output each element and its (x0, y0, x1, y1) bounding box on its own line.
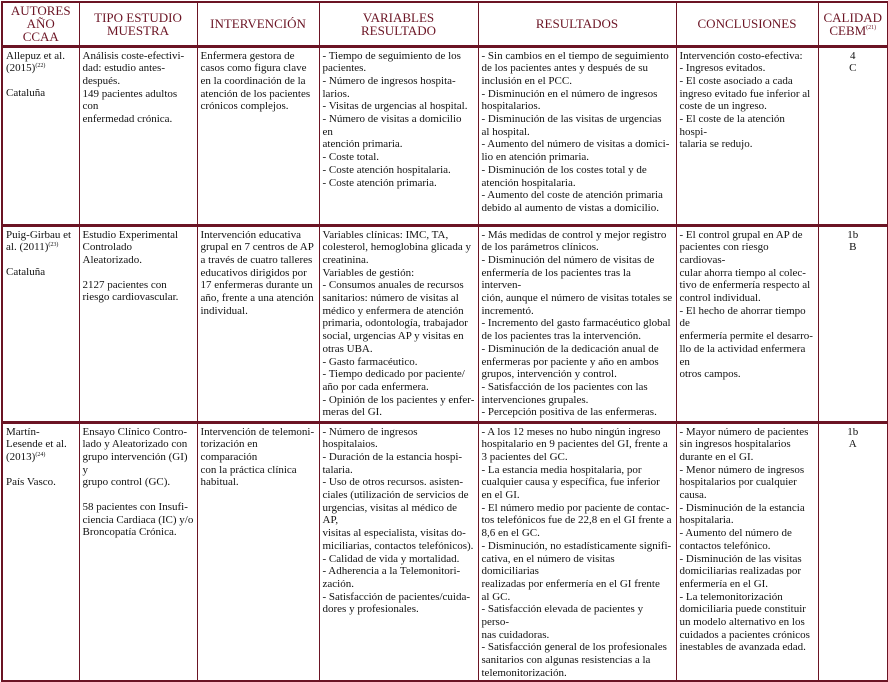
author: Martín- Lesende et al. (2013) (6, 425, 67, 463)
header-autores: AUTORES AÑO CCAA (2, 2, 79, 46)
header-resultados: RESULTADOS (478, 2, 676, 46)
tipo: Ensayo Clínico Contro- lado y Aleatorizado con grupo intervención (GI) y grupo control (GC). (82, 425, 188, 489)
header-tipo-estudio: TIPO ESTUDIO MUESTRA (79, 2, 197, 46)
cell-variables: Variables clínicas: IMC, TA, colesterol, hemoglobina glicada y creatinina. Variables de gestión: - Consumos anuales de recursos sanitarios: número de visitas al médico y enfermera de atención primaria, odontología, trabajador social, urgencias AP y visitas en otras UBA. - Gasto farmacéutico. - Tiempo dedicado por paciente/ año por cada enfermera. - Opinión de los pacientes y enfer- meras del GI. (319, 225, 478, 422)
cell-conclusiones: - Mayor número de pacientes sin ingresos hospitalarios durante en el GI. - Menor número de ingresos hospitalarios por cualquier causa. - Disminución de la estancia hospitalaria. - Aumento del número de contactos telefónico. - Disminución de las visitas domiciliarias realizadas por enfermería en el GI. - La telemonitorización domiciliaria puede constituir un modelo alternativo en los cuidados a pacientes crónicos inestables de avanzada edad. (676, 422, 818, 681)
author-ref: (24) (35, 451, 46, 458)
cell-autores (2, 225, 79, 422)
cell-calidad: 4 C (818, 46, 888, 225)
author-ref: (22) (35, 63, 46, 70)
ccaa: Cataluña (6, 265, 46, 278)
header-conclusiones: CONCLUSIONES (676, 2, 818, 46)
tipo: Estudio Experimental Controlado Aleatorizado. (82, 228, 179, 266)
cell-calidad: 1b A (818, 422, 888, 681)
header-calidad-ref: (21) (866, 24, 877, 31)
cell-variables: - Tiempo de seguimiento de los pacientes. - Número de ingresos hospita- larios. - Visitas de urgencias al hospital. - Número de visitas a domicilio en atención primaria. - Coste total. - Coste atención hospitalaria. - Coste atención primaria. (319, 46, 478, 225)
table-row (2, 46, 888, 225)
cell-resultados: - Sin cambios en el tiempo de seguimiento de los pacientes antes y después de su inclusión en el PCC. - Disminución en el número de ingresos hospitalarios. - Disminución de las visitas de urgencias al hospital. - Aumento del número de visitas a domici- lio en atención primaria. - Disminución de los costes total y de atención hospitalaria. - Aumento del coste de atención primaria debido al aumento de vistas a domicilio. (478, 46, 676, 225)
header-calidad (818, 2, 888, 46)
cell-tipo: Análisis coste-efectivi- dad: estudio antes- después. 149 pacientes adultos con enfermedad crónica. (79, 46, 197, 225)
header-calidad-label: CALIDAD CEBM (823, 9, 882, 38)
cell-autores (2, 422, 79, 681)
cell-conclusiones: Intervención costo-efectiva: - Ingresos evitados. - El coste asociado a cada ingreso evitado fue inferior al coste de un ingreso. - El coste de la atención hospi- talaria se redujo. (676, 46, 818, 225)
ccaa: Cataluña (6, 86, 46, 99)
header-intervencion: INTERVENCIÓN (197, 2, 319, 46)
cell-tipo (79, 225, 197, 422)
author: Puig-Girbau et al. (2011) (6, 228, 72, 254)
muestra: 58 pacientes con Insufi- ciencia Cardiaca (IC) y/o Broncopatía Crónica. (82, 501, 194, 539)
cell-variables: - Número de ingresos hospitalaios. - Duración de la estancia hospi- talaria. - Uso de otros recursos. asisten- ciales (utilización de servicios de urgencias, visitas al médico de AP, visitas al especialista, visitas do- miciliarias, contactos telefónicos). - Calidad de vida y mortalidad. - Adherencia a la Telemonitori- zación. - Satisfacción de pacientes/cuida- dores y profesionales. (319, 422, 478, 681)
author-ref: (23) (48, 242, 59, 249)
studies-table (1, 1, 888, 682)
cell-resultados: - A los 12 meses no hubo ningún ingreso hospitalario en 9 pacientes del GI, frente a 3 pacientes del GC. - La estancia media hospitalaria, por cualquier causa y específica, fue inferior en el GI. - El número medio por paciente de contac- tos telefónicos fue de 22,8 en el GI frente a 8,6 en el GC. - Disminución, no estadísticamente signifi- cativa, en el número de visitas domiciliarias realizadas por enfermería en el GI frente al GC. - Satisfacción elevada de pacientes y perso- nas cuidadoras. - Satisfacción general de los profesionales sanitarios con algunas resistencias a la telemonitorización. (478, 422, 676, 681)
cell-resultados: - Más medidas de control y mejor registro de los parámetros clínicos. - Disminución del número de visitas de enfermería de los pacientes tras la interven- ción, aunque el número de visitas totales se incrementó. - Incremento del gasto farmacéutico global de los pacientes tras la intervención. - Disminución de la dedicación anual de enfermeras por paciente y año en ambos grupos, intervención y control. - Satisfacción de los pacientes con las intervenciones grupales. - Percepción positiva de las enfermeras. (478, 225, 676, 422)
header-row (2, 2, 888, 46)
table-row (2, 225, 888, 422)
cell-calidad: 1b B (818, 225, 888, 422)
muestra: 2127 pacientes con riesgo cardiovascular. (82, 278, 179, 304)
cell-autores (2, 46, 79, 225)
cell-tipo (79, 422, 197, 681)
ccaa: País Vasco. (6, 475, 56, 488)
author: Allepuz et al. (2015) (6, 49, 65, 75)
cell-intervencion: Intervención educativa grupal en 7 centros de AP a través de cuatro talleres educativos dirigidos por 17 enfermeras durante un año, frente a una atención individual. (197, 225, 319, 422)
cell-conclusiones: - El control grupal en AP de pacientes con riesgo cardiovas- cular ahorra tiempo al colec- tivo de enfermería respecto al control individual. - El hecho de ahorrar tiempo de enfermería permite el desarro- llo de la actividad enfermera en otros campos. (676, 225, 818, 422)
header-variables: VARIABLES RESULTADO (319, 2, 478, 46)
cell-intervencion: Enfermera gestora de casos como figura clave en la coordinación de la atención de los pacientes crónicos complejos. (197, 46, 319, 225)
table-row (2, 422, 888, 681)
cell-intervencion: Intervención de telemoni- torización en comparación con la práctica clínica habitual. (197, 422, 319, 681)
